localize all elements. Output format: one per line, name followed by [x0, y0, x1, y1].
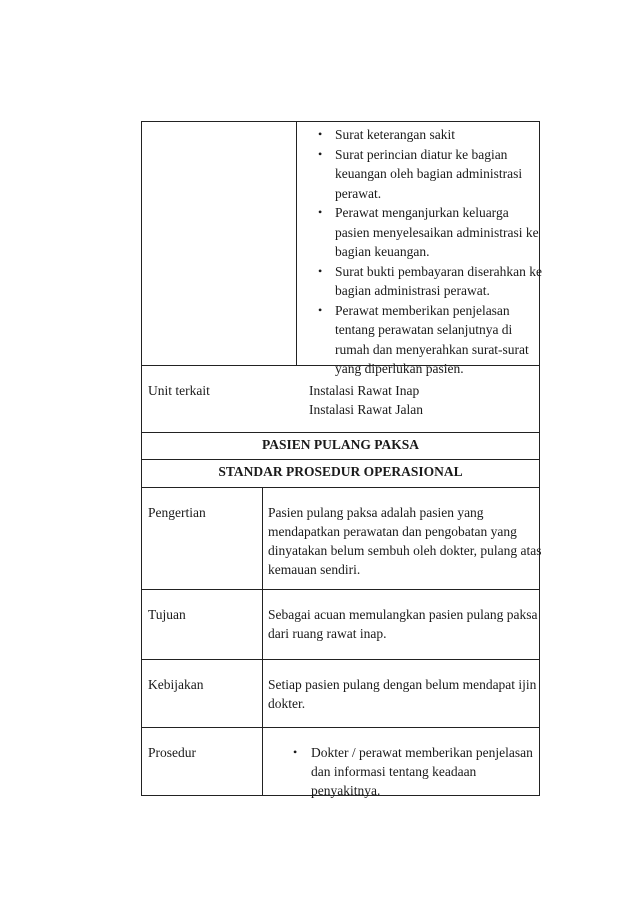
- kebijakan-line: Setiap pasien pulang dengan belum mendapat ijin: [268, 677, 537, 692]
- unit-value-1: Instalasi Rawat Inap: [309, 383, 420, 398]
- bullet-line: perawat.: [335, 185, 382, 201]
- sop-subtitle: STANDAR PROSEDUR OPERASIONAL: [218, 464, 463, 479]
- bullet-line: bagian keuangan.: [335, 244, 430, 259]
- pengertian-line: Pasien pulang paksa adalah pasien yang: [268, 505, 484, 520]
- bullet-line: rumah dan menyerahkan surat-surat: [335, 341, 529, 357]
- bullet-glyph: •: [318, 146, 323, 161]
- tujuan-line: dari ruang rawat inap.: [268, 626, 387, 641]
- pengertian-line: dinyatakan belum sembuh oleh dokter, pulang atas: [268, 543, 542, 558]
- bullet-item: [312, 262, 542, 301]
- bullet-line: bagian administrasi perawat.: [335, 283, 490, 298]
- column-divider: [296, 121, 297, 366]
- bullet-item: [312, 203, 542, 262]
- bullet-line: Surat bukti pembayaran diserahkan ke: [335, 263, 542, 279]
- bullet-item: [312, 145, 542, 204]
- pengertian-line: mendapatkan perawatan dan pengobatan yang: [268, 524, 517, 539]
- row-divider: [141, 589, 540, 590]
- bullet-item: [312, 301, 542, 379]
- tujuan-line: Sebagai acuan memulangkan pasien pulang paksa: [268, 607, 538, 622]
- kebijakan-line: dokter.: [268, 696, 306, 711]
- sop-title: PASIEN PULANG PAKSA: [261, 437, 419, 452]
- bullet-line: Surat perincian diatur ke bagian: [335, 146, 508, 162]
- bullet-line: yang diperlukan pasien.: [335, 361, 464, 376]
- bullet-item: [312, 125, 542, 145]
- prosedur-bullet-glyph: •: [293, 745, 298, 759]
- row-divider: [141, 432, 540, 433]
- column-divider: [262, 487, 263, 796]
- kebijakan-label: Kebijakan: [148, 677, 204, 692]
- row-divider: [141, 487, 540, 488]
- bullet-glyph: •: [318, 127, 323, 141]
- bullet-line: Perawat menganjurkan keluarga: [335, 205, 509, 220]
- top-bullet-list: [312, 125, 542, 379]
- prosedur-line: dan informasi tentang keadaan: [311, 764, 477, 779]
- prosedur-label: Prosedur: [148, 745, 196, 760]
- tujuan-label: Tujuan: [148, 607, 186, 622]
- unit-value-2: Instalasi Rawat Jalan: [309, 402, 423, 417]
- prosedur-line: penyakitnya.: [311, 783, 381, 798]
- bullet-glyph: •: [318, 263, 323, 278]
- row-divider: [141, 727, 540, 728]
- unit-terkait-label: Unit terkait: [148, 383, 210, 398]
- bullet-line: keuangan oleh bagian administrasi: [335, 166, 523, 181]
- row-divider: [141, 459, 540, 460]
- row-divider: [141, 659, 540, 660]
- bullet-glyph: •: [318, 302, 323, 317]
- bullet-line: Surat keterangan sakit: [335, 127, 455, 142]
- bullet-line: tentang perawatan selanjutnya di: [335, 322, 513, 337]
- pengertian-label: Pengertian: [148, 505, 206, 520]
- bullet-glyph: •: [318, 205, 323, 219]
- bullet-line: Perawat memberikan penjelasan: [335, 302, 510, 318]
- bullet-line: pasien menyelesaikan administrasi ke: [335, 224, 539, 240]
- pengertian-line: kemauan sendiri.: [268, 562, 361, 577]
- prosedur-line: Dokter / perawat memberikan penjelasan: [311, 745, 533, 760]
